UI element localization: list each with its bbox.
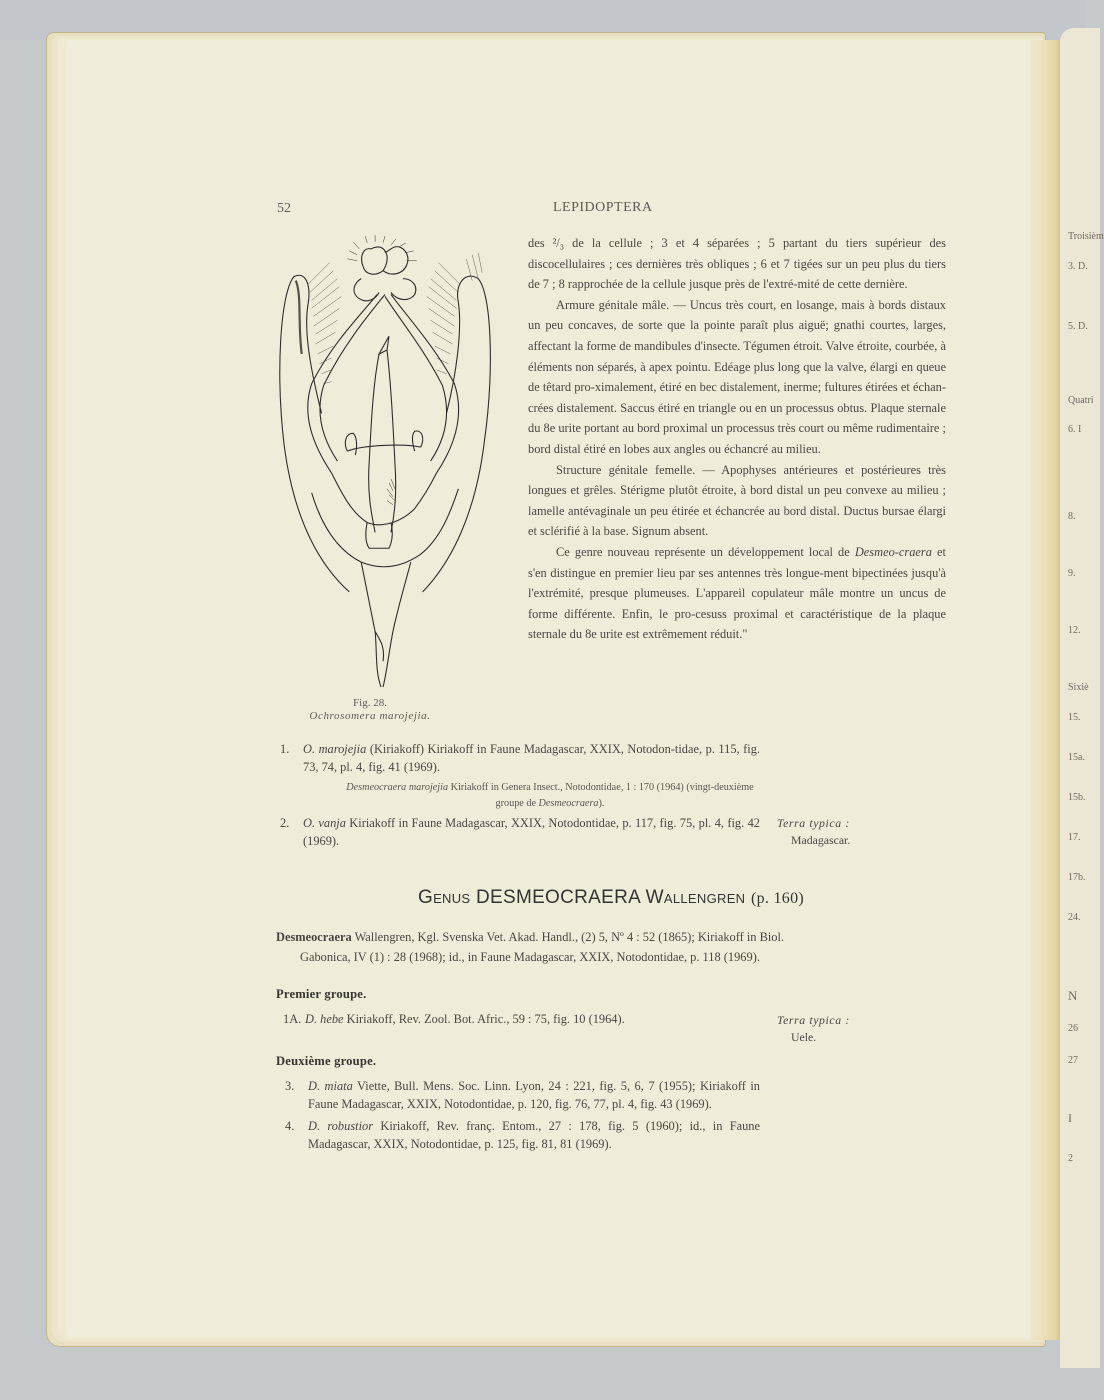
species-entry [280,814,760,850]
facing-page [1060,28,1104,1368]
synonym-note [280,776,760,814]
terra-typica-label: Terra typica : [777,1013,850,1027]
paragraph-venation: des ²/₃ de la cellule ; 3 et 4 séparées ; 5 partant du tiers supérieur des discocellulaires ; ces dernières très obliques ; 6 et 7 tigées sur un peu plus du tiers de 7 ; 8 rapprochée de la cellule jusque près de l'extré-mité de cette dernière. [528,236,946,292]
terra-typica-value: Uele. [791,1030,817,1044]
entry-number: 1. [280,742,290,756]
genus-name-italic: Desmeo-craera [854,544,932,559]
genus-heading-name: DESMEOCRAERA [475,887,641,908]
facing-page-fragment: 6. I [1068,424,1082,435]
facing-page-fragment: 15b. [1068,792,1086,803]
genus-abbreviation: D. [308,1119,321,1133]
species-epithet: marojejia [318,742,367,756]
genus-abbreviation: D. [308,1079,321,1093]
page-number: 52 [277,201,291,216]
genus-citation-line2: Gabonica, IV (1) : 28 (1968); id., in Faune Madagascar, XXIX, Notodontidae, p. 118 (1969). [300,949,760,964]
facing-page-fragment: 17. [1068,832,1081,843]
figure-species: Ochrosomera marojejia. [309,710,431,722]
facing-page-fragment: 2 [1068,1153,1073,1164]
synonym-name: Desmeocraera marojejia [346,782,449,793]
genus-heading-author: Wallengren [645,887,746,908]
entry-number: 3. [285,1079,295,1093]
terra-typica [777,815,850,849]
facing-page-fragment: 3. D. [1068,261,1088,272]
species-list [280,740,760,850]
species-citation: Kiriakoff in Faune Madagascar, XXIX, Notodontidae, p. 117, fig. 75, pl. 4, fig. 42 (1969). [303,816,760,848]
facing-page-fragment: 15. [1068,712,1081,723]
facing-page-fragment: 24. [1068,912,1081,923]
species-entry [283,1010,763,1028]
species-citation: Kiriakoff, Rev. Zool. Bot. Afric., 59 : 75, fig. 10 (1964). [346,1012,625,1026]
synonym-text: Kiriakoff in Genera Insect., Notodontidae, 1 : 170 (1964) (vingt-deuxième groupe de [450,782,754,809]
facing-page-fragment: 9. [1068,568,1076,579]
facing-page-fragment: N [1068,988,1078,1003]
facing-page-fragment: 15a. [1068,752,1085,763]
facing-page-fragment: 17b. [1068,872,1086,883]
paragraph-male-genitalia: Armure génitale mâle. — Uncus très court, en losange, mais à bords distaux un peu concaves, de sorte que la pointe paraît plus aiguë; gnathi courtes, larges, affectant la forme de mandibules d'insecte. Tégumen étroit. Valve étroite, courbée, à éléments non séparés, à apex pointu. Edéage plus long que la valve, élargi en queue de têtard pro-ximalement, étiré en bec distalement, inerme; fultures étirées et échan-crées distalement. Saccus étiré en triangle ou en un processus obtus. Plaque sternale du 8e urite portant au bord proximal un processus très court ou même rudimentaire ; bord distal étiré en lobes aux angles ou échancré au milieu. [528,297,946,456]
facing-page-fragment: 26 [1068,1023,1078,1034]
species-citation: Kiriakoff, Rev. franç. Entom., 27 : 178, fig. 5 (1960); id., in Faune Madagascar, XXIX, Notodontidae, p. 125, fig. 81, 81 (1969). [308,1119,760,1151]
body-text [528,233,946,645]
figure-label: Fig. 28. [353,697,387,709]
group-species-list [283,1010,763,1028]
terra-typica-label: Terra typica : [777,816,850,830]
species-entry [285,1117,760,1153]
facing-page-fragment: 27 [1068,1055,1078,1066]
species-epithet: vanja [318,816,346,830]
group-title: Deuxième groupe. [276,1054,377,1068]
species-entry [280,740,760,776]
terra-typica [777,1012,850,1046]
text-span: Ce genre nouveau représente un développement local de [556,544,855,559]
genus-heading [276,887,946,909]
synonym-tail: ). [598,798,605,809]
species-citation: (Kiriakoff) Kiriakoff in Faune Madagascar, XXIX, Notodon-tidae, p. 115, fig. 73, 74, pl. 4, fig. 41 (1969). [303,742,760,774]
genus-citation [276,928,944,967]
species-epithet: miata [324,1079,353,1093]
entry-number: 2. [280,816,290,830]
facing-page-fragment: 5. D. [1068,321,1088,332]
terra-typica-value: Madagascar. [791,833,851,847]
species-epithet: robustior [327,1119,374,1133]
group-title: Premier groupe. [276,987,367,1001]
facing-page-fragment: Troisièm [1068,231,1104,242]
genitalia-drawing [272,232,500,694]
figure-caption [270,697,470,723]
entry-number: 1A. [283,1012,302,1026]
genus-abbreviation: D. [305,1012,318,1026]
genus-citation-name: Desmeocraera [276,930,352,944]
facing-page-fragment: I [1068,1111,1072,1125]
figure-illustration [272,232,500,694]
facing-page-fragment: 12. [1068,625,1081,636]
facing-page-fragment: Sixiè [1068,682,1089,693]
facing-page-fragment: 8. [1068,511,1076,522]
book-gutter [1030,40,1060,1340]
entry-number: 4. [285,1119,295,1133]
genus-abbreviation: O. [303,816,316,830]
paragraph-genus-remarks [528,542,946,645]
text-span: et s'en distingue en premier lieu par ses antennes très longue-ment bipectinées jusqu'à l'extrémité, presque plumeuses. L'appareil copulateur mâle montre un uncus de forme différente. Enfin, le pro-cesuss proximal et caractéristique de la plaque sternale du 8e urite est extrêmement réduit." [528,544,946,642]
group-species-list [285,1077,760,1153]
paragraph-female-genitalia: Structure génitale femelle. — Apophyses antérieures et postérieures très longues et grêles. Stérigme plutôt étroite, à bord distal un peu convexe au milieu ; lamelle antévaginale un peu étirée et échancrée au bord distal. Ductus bursae élargi et sclérifié à la base. Signum absent. [528,462,946,539]
synonym-italic: Desmeocraera [538,798,599,809]
species-entry [285,1077,760,1113]
genus-page-reference: (p. 160) [750,890,805,907]
species-citation: Viette, Bull. Mens. Soc. Linn. Lyon, 24 : 221, fig. 5, 6, 7 (1955); Kiriakoff in Faune Madagascar, XXIX, Notodontidae, p. 120, fig. 76, 77, pl. 4, fig. 43 (1969). [308,1079,760,1111]
running-title: LEPIDOPTERA [553,200,653,215]
species-epithet: hebe [320,1012,344,1026]
facing-page-fragment: Quatri [1068,395,1094,406]
genus-heading-prefix: Genus [417,887,471,908]
genus-citation-line1: Wallengren, Kgl. Svenska Vet. Akad. Handl., (2) 5, Nº 4 : 52 (1865); Kiriakoff in Biol. [354,930,785,944]
genus-abbreviation: O. [303,742,316,756]
